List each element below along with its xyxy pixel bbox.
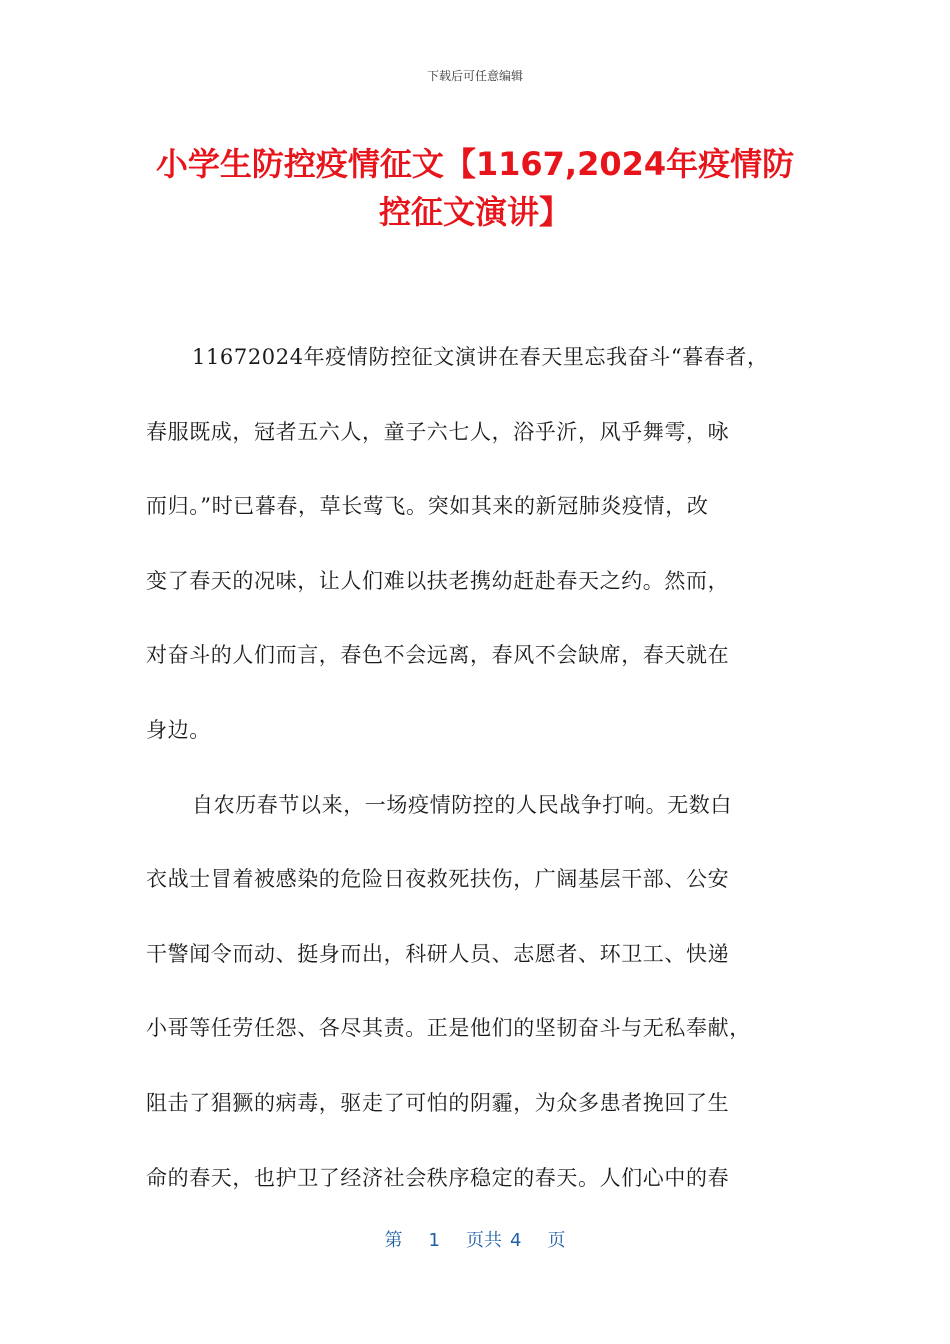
footer-total-pages: 4 bbox=[510, 1230, 522, 1251]
paragraph-1 bbox=[146, 320, 808, 768]
paragraph-line: 干警闻令而动、挺身而出，科研人员、志愿者、环卫工、快递 bbox=[146, 941, 730, 966]
paragraph-line: 小哥等任劳任怨、各尽其责。正是他们的坚韧奋斗与无私奉献， bbox=[146, 1016, 751, 1041]
document-title bbox=[140, 140, 810, 236]
document-body bbox=[146, 320, 808, 1215]
paragraph-line: 而归。”时已暮春，草长莺飞。突如其来的新冠肺炎疫情，改 bbox=[146, 494, 709, 519]
paragraph-line: 对奋斗的人们而言，春色不会远离，春风不会缺席，春天就在 bbox=[146, 643, 730, 668]
paragraph-2 bbox=[146, 768, 808, 1216]
footer-current-page: 1 bbox=[428, 1230, 440, 1251]
paragraph-line: 衣战士冒着被感染的危险日夜救死扶伤，广阔基层干部、公安 bbox=[146, 867, 730, 892]
page-number-footer bbox=[0, 1226, 950, 1252]
paragraph-line: 阻击了猖獗的病毒，驱走了可怕的阴霾，为众多患者挽回了生 bbox=[146, 1090, 730, 1115]
page-header-note: 下载后可任意编辑 bbox=[426, 69, 523, 83]
footer-middle: 页共 bbox=[466, 1230, 502, 1251]
footer-prefix: 第 bbox=[384, 1230, 403, 1251]
document-title-line-1: 小学生防控疫情征文【1167,2024年疫情防 bbox=[155, 145, 795, 183]
paragraph-line: 自农历春节以来，一场疫情防控的人民战争打响。无数白 bbox=[192, 792, 732, 817]
paragraph-line: 变了春天的况味，让人们难以扶老携幼赶赴春天之约。然而， bbox=[146, 568, 730, 593]
paragraph-line: 命的春天，也护卫了经济社会秩序稳定的春天。人们心中的春 bbox=[146, 1165, 730, 1190]
footer-suffix: 页 bbox=[547, 1230, 566, 1251]
paragraph-line: 身边。 bbox=[146, 717, 211, 742]
paragraph-line: 11672024年疫情防控征文演讲在春天里忘我奋斗“暮春者， bbox=[192, 345, 769, 369]
paragraph-line: 春服既成，冠者五六人，童子六七人，浴乎沂，风乎舞雩，咏 bbox=[146, 419, 730, 444]
document-title-line-2: 控征文演讲】 bbox=[378, 193, 571, 231]
